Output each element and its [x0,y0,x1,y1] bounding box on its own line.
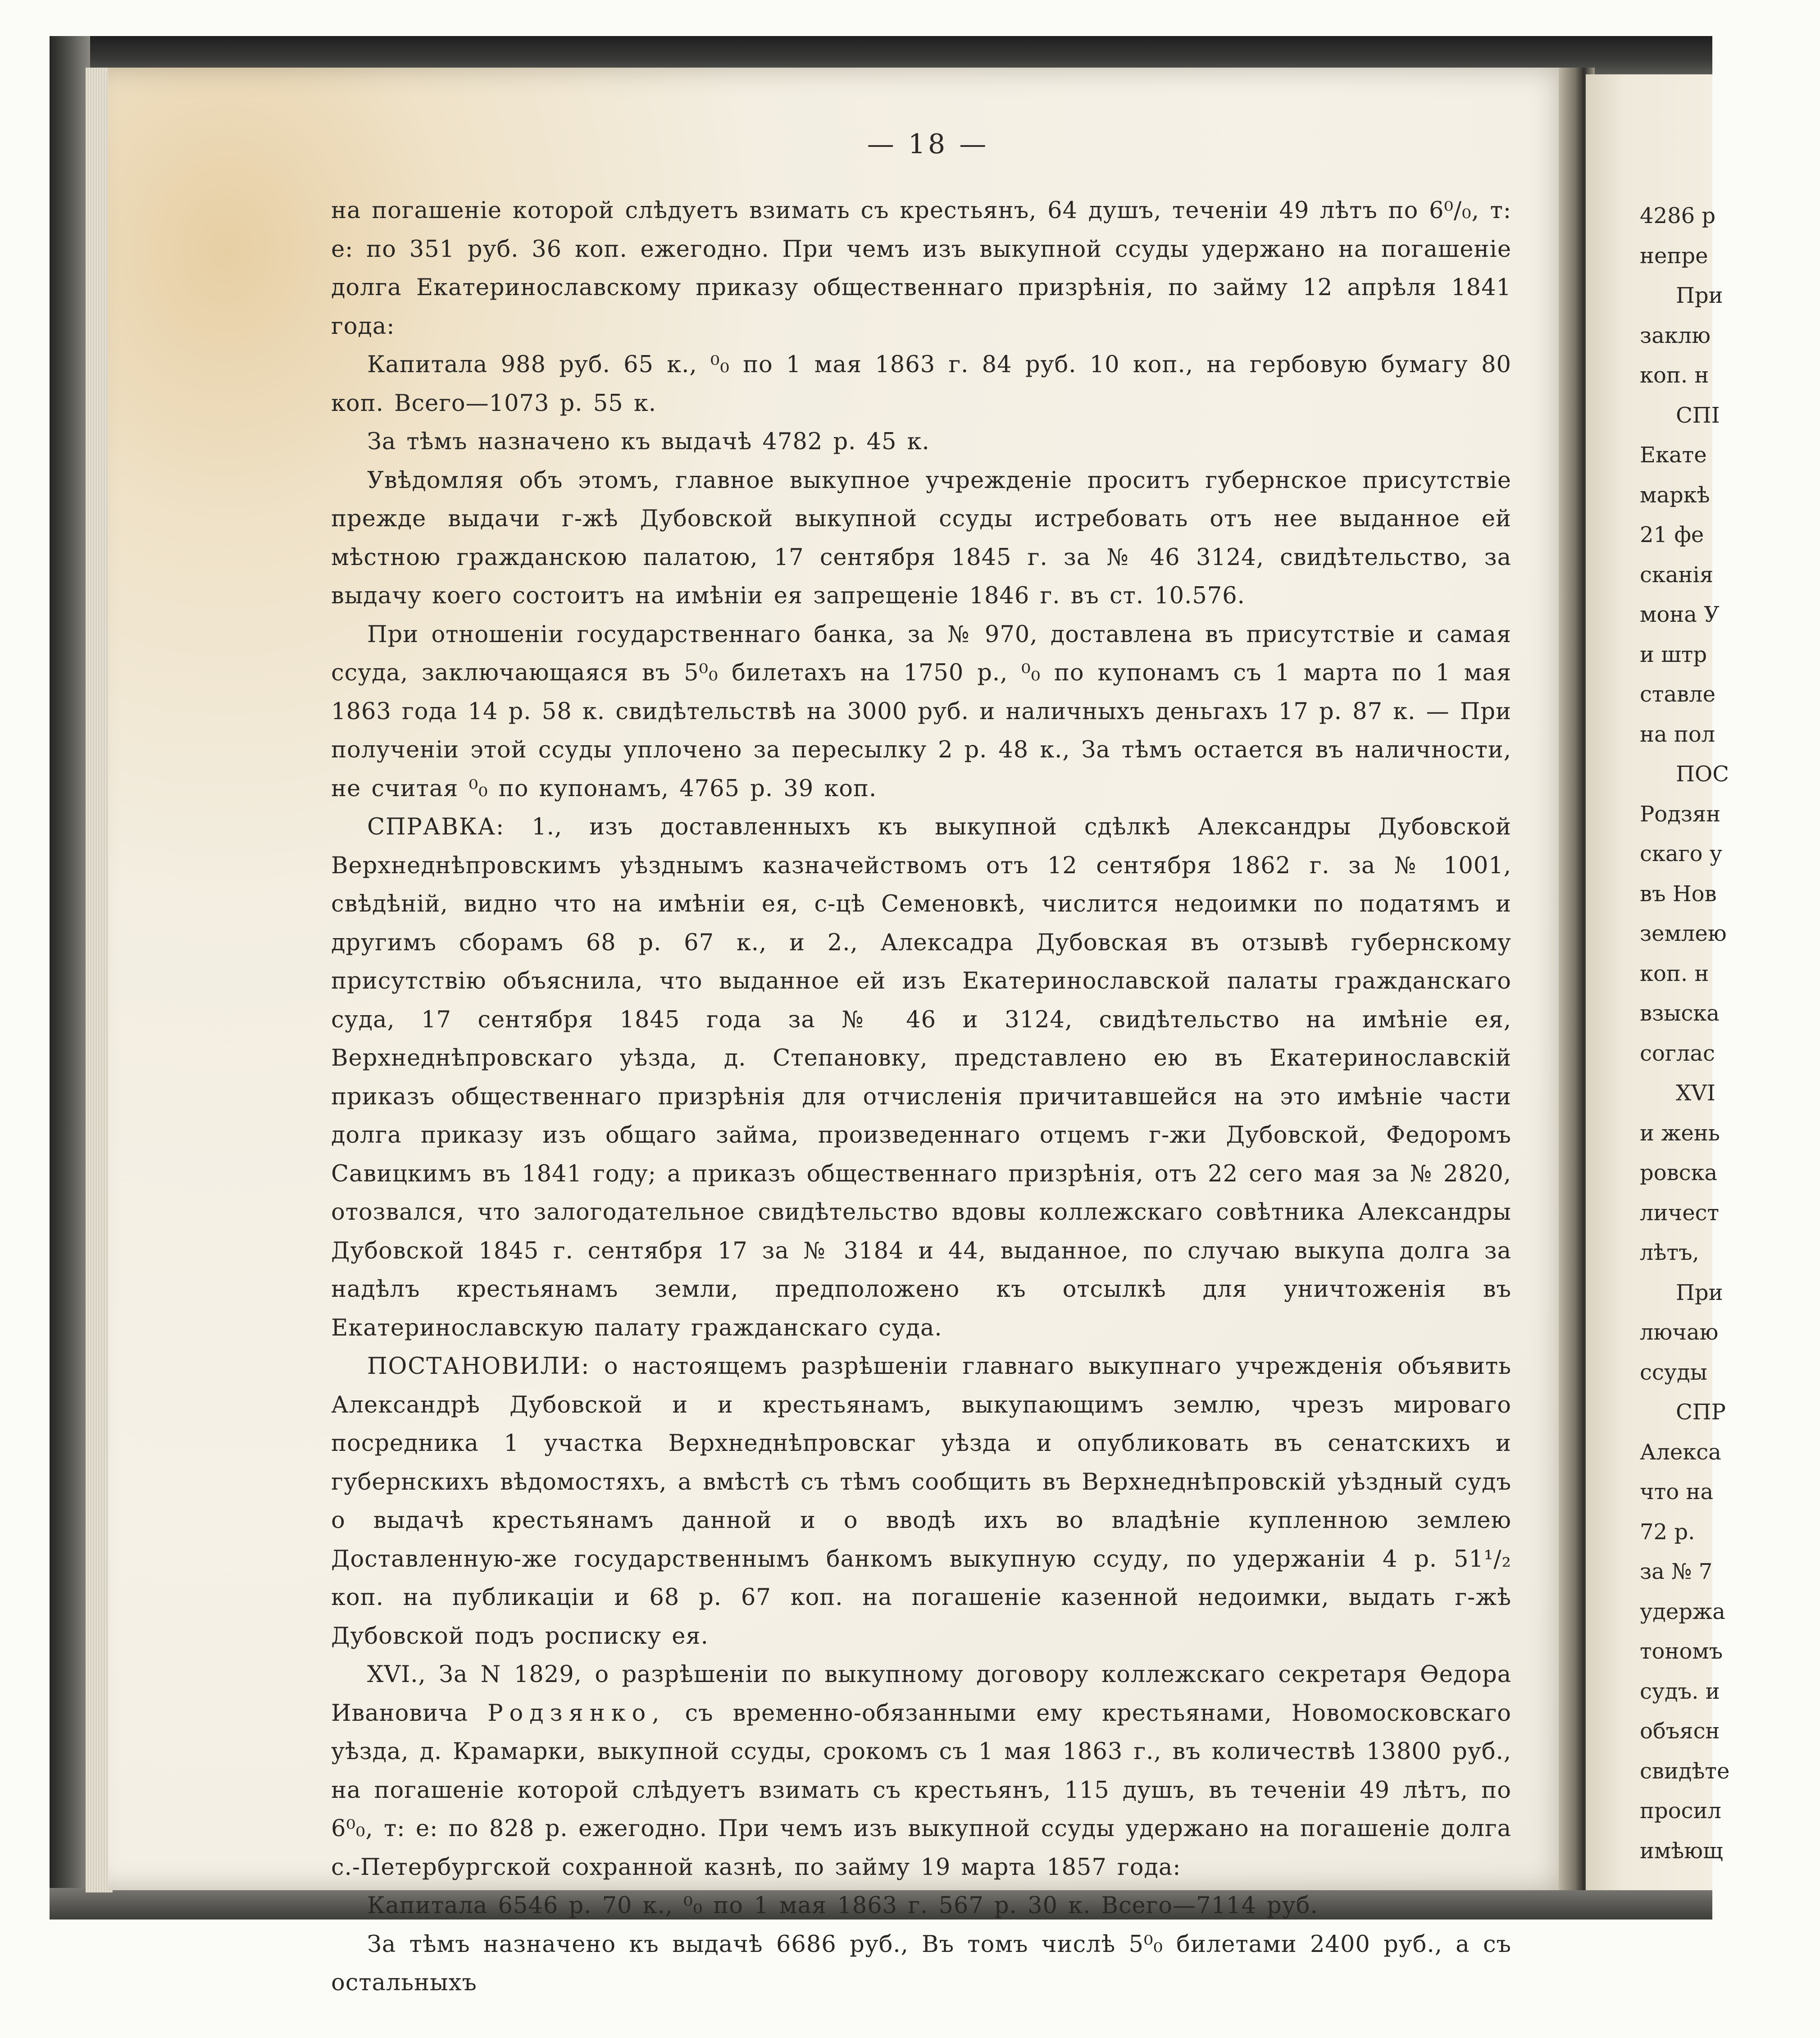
section-text-after: съ временно-обязанными ему крестьянами, Новомосковскаго уѣзда, д. Крамарки, выкупной ссуды, срокомъ съ 1 мая 1863 г., въ количествѣ 13800 руб., на погашеніе которой слѣдуетъ взимать съ крестьянъ, 115 душъ, въ теченіи 49 лѣтъ, по 6⁰₀, т: е: по 828 р. ежегодно. При чемъ изъ выкупной ссуды удержано на погашеніе долга с.-Петербургской сохранной казнѣ, по займу 19 марта 1857 года: [331,1700,1511,1881]
next-line: При [1676,283,1723,308]
next-line: соглас [1640,1040,1715,1066]
next-line: землею [1640,921,1727,946]
next-line: тономъ [1640,1639,1723,1664]
next-line: 4286 р [1640,203,1716,228]
next-line: коп. н [1640,961,1709,986]
next-line: взыска [1640,1001,1720,1026]
next-line: ссуды [1640,1359,1707,1385]
paragraph-capital-1857: Капитала 6546 р. 70 к., ⁰₀ по 1 мая 1863 г. 567 р. 30 к. Всего—7114 руб. [367,1892,1318,1919]
next-line: что на [1640,1479,1714,1505]
next-line: коп. н [1640,363,1709,388]
spravka-text: 1., изъ доставленныхъ къ выкупной сдѣлкѣ Александры Дубовской Верхнеднѣпровскимъ уѣзднымъ казначействомъ отъ 12 сентября 1862 г. за № 1001, свѣдѣній, видно что на имѣніи ея, с-цѣ Семеновкѣ, числится недоимки по податямъ и другимъ сборамъ 68 р. 67 к., и 2., Алексадра Дубовская въ отзывѣ губернскому присутствію объяснила, что выданное ей изъ Екатеринославской палаты гражданскаго суда, 17 сентября 1845 года за № 46 и 3124, свидѣтельство на имѣніе ея, Верхнеднѣпровскаго уѣзда, д. Степановку, представлено ею въ Екатеринославскій приказъ общественнаго призрѣнія для отчисленія причитавшейся на это имѣніе части долга приказу изъ общаго займа, произведеннаго отцемъ г-жи Дубовской, Федоромъ Савицкимъ въ 1841 году; а приказъ общественнаго призрѣнія, отъ 22 сего мая за № 2820, отозвался, что залогодательное свидѣтельство вдовы коллежскаго совѣтника Александры Дубовской 1845 г. сентября 17 за № 3184 и 44, выданное, по случаю выкупа долга за надѣлъ крестьянамъ земли, предположено къ отсылкѣ для уничтоженія въ Екатеринославскую палату гражданскаго суда. [331,814,1511,1341]
next-line: судъ. и [1640,1678,1720,1704]
next-line: 72 р. [1640,1519,1695,1545]
next-line: Екате [1640,442,1707,468]
next-line: ПОС [1676,761,1729,787]
next-line: XVI [1676,1081,1715,1106]
next-line: заклю [1640,323,1711,348]
paragraph-capital-1841: Капитала 988 руб. 65 к., ⁰₀ по 1 мая 1863 г. 84 руб. 10 коп., на гербовую бумагу 80 коп. Всего—1073 р. 55 к. [331,351,1511,417]
next-line: Родзян [1640,801,1721,827]
next-line: объясн [1640,1719,1720,1744]
section-number: XVI., [367,1661,426,1688]
postanovili-heading: ПОСТАНОВИЛИ: [367,1353,590,1380]
next-line: СПІ [1676,402,1720,428]
paragraph-payout-4782: За тѣмъ назначено къ выдачѣ 4782 р. 45 к. [367,429,930,455]
next-line: личест [1640,1200,1720,1226]
next-line: маркѣ [1640,482,1710,508]
next-line: ставле [1640,682,1715,707]
next-line: непре [1640,243,1708,269]
section-name: Родзянко, [487,1700,666,1727]
paragraph-section-xvi [331,1655,1511,1887]
next-line: мона У [1640,602,1720,627]
paragraph-notification: Увѣдомляя объ этомъ, главное выкупное учрежденіе проситъ губернское присутствіе прежде выдачи г-жѣ Дубовской выкупной ссуды истребовать отъ нее выданное ей мѣстною гражданскою палатою, 17 сентября 1845 г. за № 46 3124, свидѣтельство, за выдачу коего состоитъ на имѣніи ея запрещеніе 1846 г. въ ст. 10.576. [331,467,1511,609]
paragraph-postanovili [331,1347,1511,1655]
book-cover-left [50,36,90,1892]
next-line: на пол [1640,721,1715,747]
next-line: При [1676,1280,1723,1305]
next-line: скаго у [1640,841,1723,866]
next-line: и жень [1640,1120,1720,1146]
next-line: въ Нов [1640,881,1717,907]
paragraph-continuation: на погашеніе которой слѣдуетъ взимать съ крестьянъ, 64 душъ, теченіи 49 лѣтъ по 6⁰/₀, т: е: по 351 руб. 36 коп. ежегодно. При чемъ изъ выкупной ссуды удержано на погашеніе долга Екатеринославскому приказу общественнаго призрѣнія, по займу 12 апрѣля 1841 года: [331,197,1511,340]
page-body [331,191,1511,2002]
next-line: и штр [1640,642,1707,667]
spravka-heading: СПРАВКА: [367,814,505,840]
paragraph-payout-6686: За тѣмъ назначено къ выдачѣ 6686 руб., Въ томъ числѣ 5⁰₀ билетами 2400 руб., а съ остальныхъ [331,1931,1511,1996]
next-line: лючаю [1640,1320,1719,1345]
paragraph-bank-relation: При отношеніи государственнаго банка, за № 970, доставлена въ присутствіе и самая ссуда, заключающаяся въ 5⁰₀ билетахъ на 1750 р., ⁰₀ по купонамъ съ 1 марта по 1 мая 1863 года 14 р. 58 к. свидѣтельствѣ на 3000 руб. и наличныхъ деньгахъ 17 р. 87 к. — При полученіи этой ссуды уплочено за пересылку 2 р. 48 к., За тѣмъ остается въ наличности, не считая ⁰₀ по купонамъ, 4765 р. 39 коп. [331,621,1511,802]
right-page-edge [1586,74,1730,1890]
next-line: СПР [1676,1400,1726,1425]
next-line: за № 7 [1640,1559,1713,1584]
next-line: лѣтъ, [1640,1240,1699,1265]
next-line: имѣющ [1640,1838,1723,1864]
postanovili-text: о настоящемъ разрѣшеніи главнаго выкупнаго учрежденія объявить Александрѣ Дубовской и и крестьянамъ, выкупающимъ землю, чрезъ мироваго посредника 1 участка Верхнеднѣпровскаг уѣзда и опубликовать въ сенатскихъ и губернскихъ вѣдомостяхъ, а вмѣстѣ съ тѣмъ сообщить въ Верхнеднѣпровскій уѣздный судъ о выдачѣ крестьянамъ данной и о вводѣ ихъ во владѣніе купленною землею Доставленную-же государственнымъ банкомъ выкупную ссуду, по удержаніи 4 р. 51¹/₂ коп. на публикаціи и 68 р. 67 коп. на погашеніе казенной недоимки, выдать г-жѣ Дубовской подъ росписку ея. [331,1353,1512,1650]
next-line: Алекса [1640,1439,1721,1465]
paragraph-spravka [331,808,1511,1347]
next-line: сканія [1640,562,1714,588]
next-page-text [1640,196,1820,1871]
next-line: просил [1640,1798,1721,1824]
next-line: свидѣте [1640,1758,1730,1784]
section-text-before: За N 1829, о разрѣшеніи по выкупному договору коллежскаго секретаря Өедора Ивановича [331,1661,1511,1727]
next-line: 21 фе [1640,522,1704,547]
next-line: ровска [1640,1160,1718,1185]
page-number: — 18 — [867,128,989,160]
next-line: удержа [1640,1599,1725,1624]
